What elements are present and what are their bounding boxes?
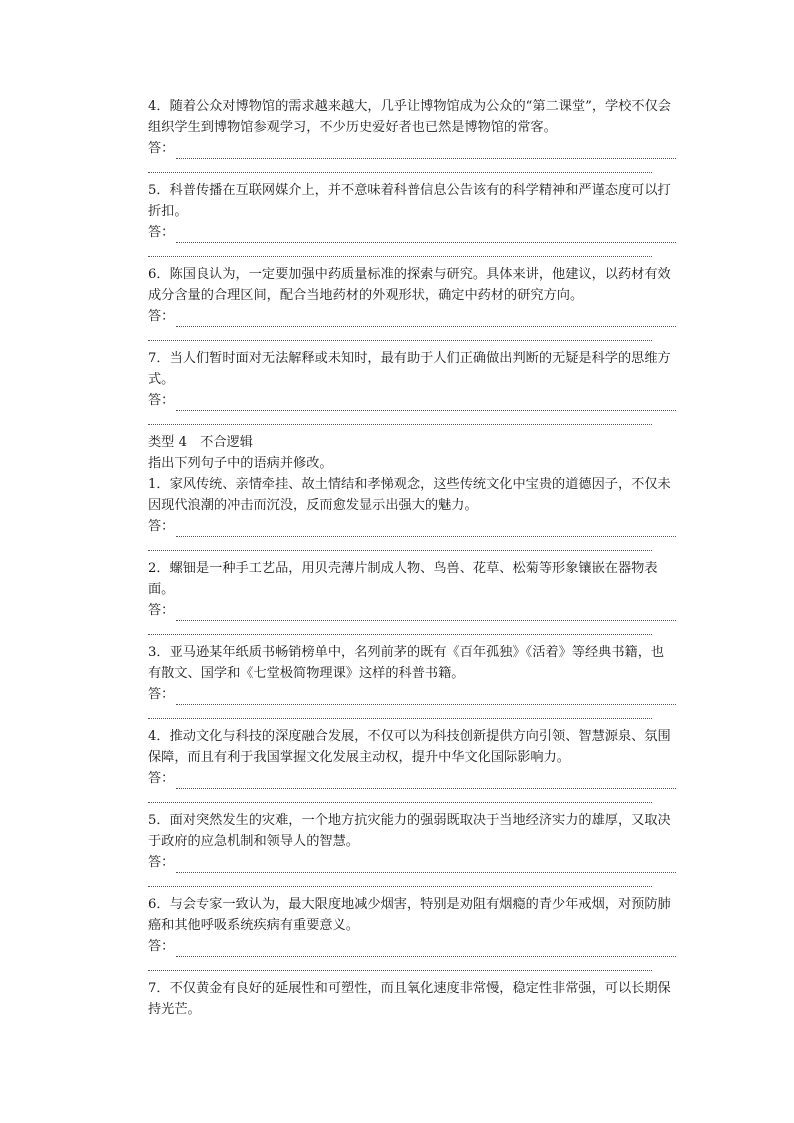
answer-line[interactable] <box>148 600 676 621</box>
answer-dots-line[interactable] <box>148 411 652 425</box>
question-item <box>148 978 676 1020</box>
answer-label: 答： <box>148 309 175 324</box>
answer-dots-line[interactable] <box>148 789 652 803</box>
answer-label: 答： <box>148 603 175 618</box>
section-heading: 类型 4 不合逻辑 <box>148 435 253 450</box>
answer-dots <box>176 229 676 243</box>
answer-line[interactable] <box>148 936 676 957</box>
answer-line[interactable] <box>148 138 676 159</box>
answer-dots-line[interactable] <box>148 243 652 257</box>
question-text: 7．当人们暂时面对无法解释或未知时，最有助于人们正确做出判断的无疑是科学的思维方式。 <box>148 351 671 387</box>
answer-line[interactable] <box>148 306 676 327</box>
question-text: 5．面对突然发生的灾难，一个地方抗灾能力的强弱既取决于当地经济实力的雄厚，又取决于政府的应急机制和领导人的智慧。 <box>148 813 671 849</box>
answer-dots <box>176 607 676 621</box>
answer-dots <box>176 859 676 873</box>
answer-line[interactable] <box>148 768 676 789</box>
answer-dots-line[interactable] <box>148 621 652 635</box>
answer-line[interactable] <box>148 390 676 411</box>
question-item <box>148 264 676 341</box>
answer-dots <box>176 523 676 537</box>
question-item <box>148 726 676 803</box>
answer-line[interactable] <box>148 222 676 243</box>
answer-dots <box>176 145 676 159</box>
question-text: 6．与会专家一致认为，最大限度地减少烟害，特别是劝阻有烟瘾的青少年戒烟，对预防肺癌和其他呼吸系统疾病有重要意义。 <box>148 897 671 933</box>
question-text: 5．科普传播在互联网媒介上，并不意味着科普信息公告该有的科学精神和严谨态度可以打折扣。 <box>148 183 671 219</box>
answer-dots-line[interactable] <box>148 537 652 551</box>
question-item <box>148 558 676 635</box>
question-text: 6．陈国良认为，一定要加强中药质量标准的探索与研究。具体来讲，他建议，以药材有效成分含量的合理区间，配合当地药材的外观形状，确定中药材的研究方向。 <box>148 267 671 303</box>
answer-dots <box>176 775 676 789</box>
answer-dots-line[interactable] <box>148 705 652 719</box>
answer-label: 答： <box>148 771 175 786</box>
question-text: 3．亚马逊某年纸质书畅销榜单中，名列前茅的既有《百年孤独》《活着》等经典书籍，也有散文、国学和《七堂极简物理课》这样的科普书籍。 <box>148 645 665 681</box>
question-item <box>148 96 676 173</box>
question-item <box>148 348 676 425</box>
answer-label: 答： <box>148 939 175 954</box>
question-item <box>148 642 676 719</box>
answer-line[interactable] <box>148 852 676 873</box>
answer-label: 答： <box>148 855 175 870</box>
answer-label: 答： <box>148 519 175 534</box>
question-text: 7．不仅黄金有良好的延展性和可塑性，而且氧化速度非常慢，稳定性非常强，可以长期保持光芒。 <box>148 981 671 1017</box>
answer-dots-line[interactable] <box>148 957 652 971</box>
question-text: 1．家风传统、亲情牵挂、故土情结和孝悌观念，这些传统文化中宝贵的道德因子，不仅未因现代浪潮的冲击而沉没，反而愈发显示出强大的魅力。 <box>148 477 671 513</box>
answer-label: 答： <box>148 393 175 408</box>
question-item <box>148 180 676 257</box>
answer-label: 答： <box>148 687 175 702</box>
answer-line[interactable] <box>148 684 676 705</box>
answer-dots-line[interactable] <box>148 327 652 341</box>
answer-line[interactable] <box>148 516 676 537</box>
question-item <box>148 810 676 887</box>
answer-dots <box>176 397 676 411</box>
question-text: 2．螺钿是一种手工艺品，用贝壳薄片制成人物、鸟兽、花草、松菊等形象镶嵌在器物表面。 <box>148 561 658 597</box>
answer-dots <box>176 313 676 327</box>
section-instruction: 指出下列句子中的语病并修改。 <box>148 456 333 471</box>
answer-dots <box>176 943 676 957</box>
answer-label: 答： <box>148 141 175 156</box>
question-text: 4．推动文化与科技的深度融合发展，不仅可以为科技创新提供方向引领、智慧源泉、氛围保障，而且有利于我国掌握文化发展主动权，提升中华文化国际影响力。 <box>148 729 671 765</box>
question-item <box>148 474 676 551</box>
answer-label: 答： <box>148 225 175 240</box>
answer-dots-line[interactable] <box>148 159 652 173</box>
question-item <box>148 894 676 971</box>
answer-dots <box>176 691 676 705</box>
worksheet-page <box>148 96 676 1020</box>
answer-dots-line[interactable] <box>148 873 652 887</box>
question-text: 4．随着公众对博物馆的需求越来越大，几乎让博物馆成为公众的“第二课堂”，学校不仅会组织学生到博物馆参观学习，不少历史爱好者也已然是博物馆的常客。 <box>148 99 671 135</box>
